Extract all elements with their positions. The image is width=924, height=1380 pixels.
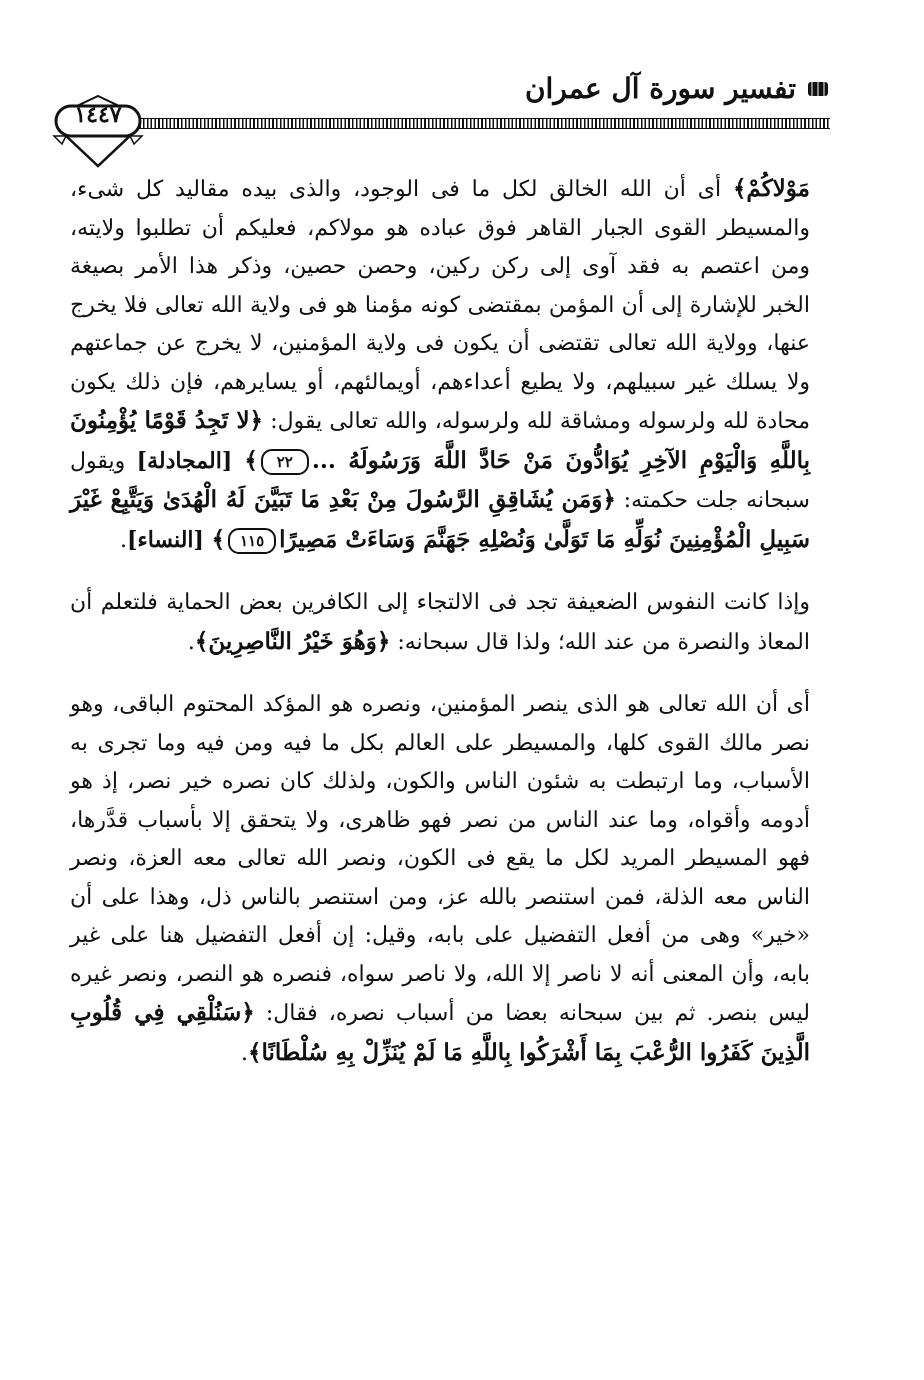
surah-reference: [المجادلة] — [136, 447, 245, 474]
quran-verse: ﴿لا تَجِدُ قَوْمًا يُؤْمِنُونَ بِاللَّهِ وَالْيَوْمِ الآخِرِ يُوَادُّونَ مَنْ حَادَّ اللَّهَ وَرَسُولَهُ ... — [70, 407, 811, 474]
page-title: تفسير سورة آل عمران — [524, 72, 796, 105]
page-header — [48, 58, 830, 158]
body-text: . — [119, 527, 127, 553]
body-text: . — [187, 629, 195, 655]
quran-verse: ﴾ — [244, 446, 258, 474]
body-text: أى أن الله تعالى هو الذى ينصر المؤمنين، ونصره هو المؤكد المحتوم الباقى، وهو نصر مالك القوى كلها، والمسيطر على العالم بكل ما فيه ومن فيه وما تجرى به الأسباب، وما ارتبطت به شئون الناس والكون، ولذلك كان نصره خير نصر، إذ هو أدومه وأقواه، وما عند الناس من نصر فهو ظاهرى، ولا يتحقق إلا بأسباب قدَّرها، فهو المسيطر المريد لكل ما يقع فى الكون، ونصر الله تعالى معه العزة، ونصر الناس معه الذلة، فمن استنصر بالله عز، ومن استنصر بالناس ذل، وهذا على أن «خير» وهى من أفعل التفضيل على بابه، وقيل: إن أفعل التفضيل هنا على غير بابه، وأن المعنى أنه لا ناصر إلا الله، ولا ناصر سواه، فنصره هو النصر، ونصر غيره ليس بنصر. ثم بين سبحانه بعضا من أسباب نصره، فقال: — [70, 692, 810, 1026]
quran-verse: ﴿وَهُوَ خَيْرُ النَّاصِرِينَ﴾ — [194, 627, 391, 655]
quran-verse: ﴾ — [211, 525, 226, 553]
paragraph — [70, 170, 810, 560]
body-text: أى أن الله الخالق لكل ما فى الوجود، والذى بيده مقاليد كل شىء، والمسيطر القوى الجبار القاهر فوق عباده هو مولاكم، فعليكم أن تطلبوا ولايته، ومن اعتصم به فقد آوى إلى ركن ركين، وحصن حصين، وذكر هذا الأمر بصيغة الخبر للإشارة إلى أن المؤمن بمقتضى كونه مؤمنا هو فى ولاية الله تعالى فلا يخرج عنها، وولاية الله تعالى تقتضى أن يكون فى ولاية المؤمنين، لا يخرج عن جماعتهم ولا يسلك غير سبيلهم، ولا يطيع أعداءهم، أويمالئهم، أو يسايرهم، فإن ذلك يكون محادة لله ولرسوله ومشاقة لله ولرسوله، والله تعالى يقول: — [70, 177, 810, 434]
quran-verse: ﴿وَمَن يُشَاقِقِ الرَّسُولَ مِنْ بَعْدِ مَا تَبَيَّنَ لَهُ الْهُدَىٰ وَيَتَّبِعْ غَيْرَ سَبِيلِ الْمُؤْمِنِينَ نُوَلِّهِ مَا تَوَلَّىٰ وَنُصْلِهِ جَهَنَّمَ وَسَاءَتْ مَصِيرًا — [70, 486, 810, 553]
body-text: ويقول سبحانه جلت حكمته: — [70, 448, 810, 513]
ornament-bullet-icon — [806, 79, 830, 99]
paragraph — [70, 686, 810, 1073]
header-rule — [124, 118, 830, 129]
header-title-row — [525, 72, 830, 105]
body-text: . — [240, 1040, 248, 1066]
paragraph — [70, 584, 810, 662]
ayah-number: ٢٢ — [261, 449, 309, 475]
page-body — [70, 170, 810, 1073]
page-number: ١٤٤٧ — [74, 102, 122, 128]
surah-reference: [النساء] — [126, 526, 212, 553]
quran-verse: ﴿سَنُلْقِي فِي قُلُوبِ الَّذِينَ كَفَرُوا الرُّعْبَ بِمَا أَشْرَكُوا بِاللَّهِ مَا لَمْ يُنَزِّلْ بِهِ سُلْطَانًا﴾ — [70, 999, 810, 1066]
ayah-number: ١١٥ — [228, 528, 276, 554]
quran-verse: مَوْلاكُمْ﴾ — [732, 175, 810, 202]
body-text: وإذا كانت النفوس الضعيفة تجد فى الالتجاء إلى الكافرين بعض الحماية فلتعلم أن المعاذ والنصرة من عند الله؛ ولذا قال سبحانه: — [70, 590, 810, 655]
